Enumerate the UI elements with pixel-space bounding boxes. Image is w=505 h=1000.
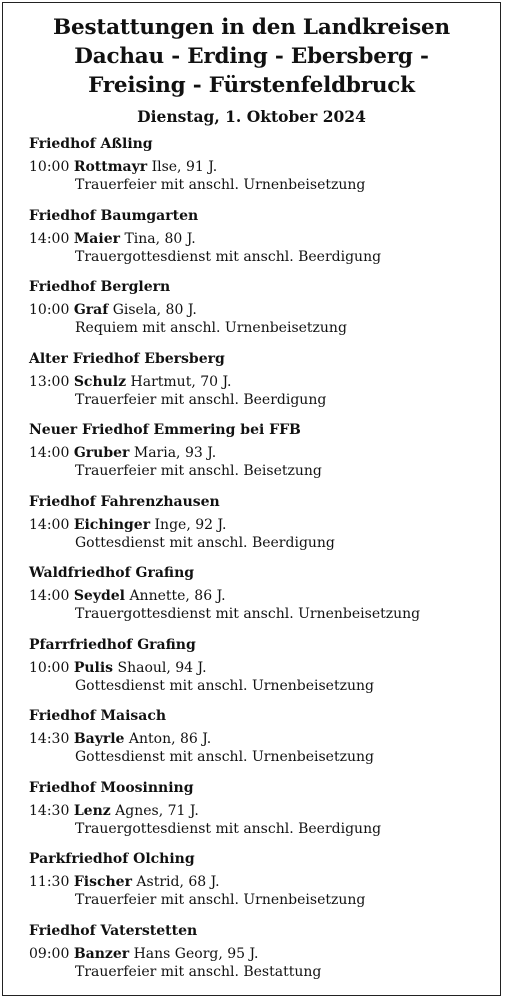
cemetery-name: Pfarrfriedhof Grafing <box>29 636 196 653</box>
deceased-surname: Maier <box>73 230 120 247</box>
burial-line <box>29 158 494 176</box>
deceased-details: Shaoul, 94 J. <box>117 659 207 676</box>
deceased-surname: Lenz <box>73 802 111 819</box>
cemetery-entry <box>29 850 494 922</box>
cemetery-name: Parkfriedhof Olching <box>29 851 195 867</box>
burial-time: 14:00 <box>29 445 70 461</box>
deceased-details: Inge, 92 J. <box>154 516 227 533</box>
burial-line <box>29 587 494 605</box>
service-type: Trauerfeier mit anschl. Beisetzung <box>75 463 322 479</box>
burial-time: 14:00 <box>29 588 70 604</box>
burial-line <box>29 659 494 677</box>
service-type: Gottesdienst mit anschl. Beerdigung <box>75 534 335 551</box>
deceased-surname: Graf <box>73 302 109 318</box>
cemetery-entry <box>29 707 494 779</box>
burial-time: 10:00 <box>29 659 70 676</box>
service-type: Trauergottesdienst mit anschl. Beerdigung <box>75 248 382 265</box>
burial-line <box>29 802 494 820</box>
service-type: Trauergottesdienst mit anschl. Urnenbeisetzung <box>75 606 421 622</box>
burial-line <box>29 230 494 248</box>
cemetery-name: Waldfriedhof Grafing <box>29 565 195 581</box>
service-type: Requiem mit anschl. Urnenbeisetzung <box>75 320 347 336</box>
cemetery-entry <box>29 207 494 279</box>
service-type: Trauergottesdienst mit anschl. Beerdigung <box>75 820 382 837</box>
deceased-surname: Pulis <box>73 659 114 676</box>
cemetery-entry <box>29 278 494 350</box>
date-line: Dienstag, 1. Oktober 2024 <box>137 107 366 126</box>
cemetery-name: Neuer Friedhof Emmering bei FFB <box>29 422 301 438</box>
service-type: Gottesdienst mit anschl. Urnenbeisetzung <box>75 749 374 765</box>
deceased-details: Hartmut, 70 J. <box>130 373 232 390</box>
burial-time: 13:00 <box>29 373 70 390</box>
burial-line <box>29 301 494 319</box>
cemetery-name: Alter Friedhof Ebersberg <box>29 350 225 367</box>
cemetery-entry <box>29 135 494 207</box>
cemetery-entry <box>29 922 494 994</box>
deceased-details: Ilse, 91 J. <box>151 159 218 175</box>
deceased-details: Agnes, 71 J. <box>115 802 199 819</box>
cemetery-entry <box>29 779 494 851</box>
burial-line <box>29 730 494 748</box>
cemetery-name: Friedhof Moosinning <box>29 779 194 796</box>
cemetery-entry <box>29 421 494 493</box>
burial-line <box>29 516 494 534</box>
cemetery-name: Friedhof Fahrenzhausen <box>29 493 220 510</box>
burial-time: 14:30 <box>29 802 70 819</box>
title-line: Bestattungen in den Landkreisen <box>53 15 450 40</box>
service-type: Trauerfeier mit anschl. Urnenbeisetzung <box>75 177 366 193</box>
burial-line <box>29 373 494 391</box>
deceased-surname: Banzer <box>73 945 130 962</box>
burial-time: 14:00 <box>29 230 70 247</box>
deceased-surname: Fischer <box>73 874 132 890</box>
burial-line <box>29 945 494 963</box>
deceased-surname: Gruber <box>73 445 130 461</box>
deceased-surname: Eichinger <box>73 516 151 533</box>
cemetery-name: Friedhof Maisach <box>29 708 167 724</box>
burial-line <box>29 873 494 891</box>
burial-time: 10:00 <box>29 159 70 175</box>
deceased-surname: Bayrle <box>73 731 125 747</box>
cemetery-entry <box>29 493 494 565</box>
cemetery-name: Friedhof Baumgarten <box>29 207 199 224</box>
deceased-details: Gisela, 80 J. <box>112 302 197 318</box>
service-type: Trauerfeier mit anschl. Beerdigung <box>75 391 327 408</box>
funeral-list <box>3 135 500 993</box>
title-line: Dachau - Erding - Ebersberg - <box>74 44 429 69</box>
burial-time: 11:30 <box>29 874 70 890</box>
funeral-notice-page <box>2 2 501 996</box>
service-type: Trauerfeier mit anschl. Bestattung <box>75 963 322 980</box>
cemetery-name: Friedhof Vaterstetten <box>29 922 198 939</box>
deceased-details: Tina, 80 J. <box>124 230 196 247</box>
cemetery-entry <box>29 636 494 708</box>
burial-time: 09:00 <box>29 945 70 962</box>
deceased-details: Astrid, 68 J. <box>136 874 220 890</box>
cemetery-name: Friedhof Aßling <box>29 136 153 152</box>
deceased-details: Hans Georg, 95 J. <box>133 945 259 962</box>
cemetery-entry <box>29 350 494 422</box>
deceased-surname: Rottmayr <box>73 159 148 175</box>
cemetery-name: Friedhof Berglern <box>29 279 171 295</box>
title-line: Freising - Fürstenfeldbruck <box>88 73 415 98</box>
deceased-details: Maria, 93 J. <box>133 445 217 461</box>
burial-time: 14:30 <box>29 731 70 747</box>
deceased-surname: Seydel <box>73 588 125 604</box>
burial-time: 10:00 <box>29 302 70 318</box>
service-type: Gottesdienst mit anschl. Urnenbeisetzung <box>75 677 374 694</box>
cemetery-entry <box>29 564 494 636</box>
deceased-details: Anton, 86 J. <box>128 731 212 747</box>
deceased-surname: Schulz <box>73 373 127 390</box>
service-type: Trauerfeier mit anschl. Urnenbeisetzung <box>75 892 366 908</box>
page-title <box>3 13 500 100</box>
burial-time: 14:00 <box>29 516 70 533</box>
deceased-details: Annette, 86 J. <box>129 588 226 604</box>
burial-line <box>29 444 494 462</box>
